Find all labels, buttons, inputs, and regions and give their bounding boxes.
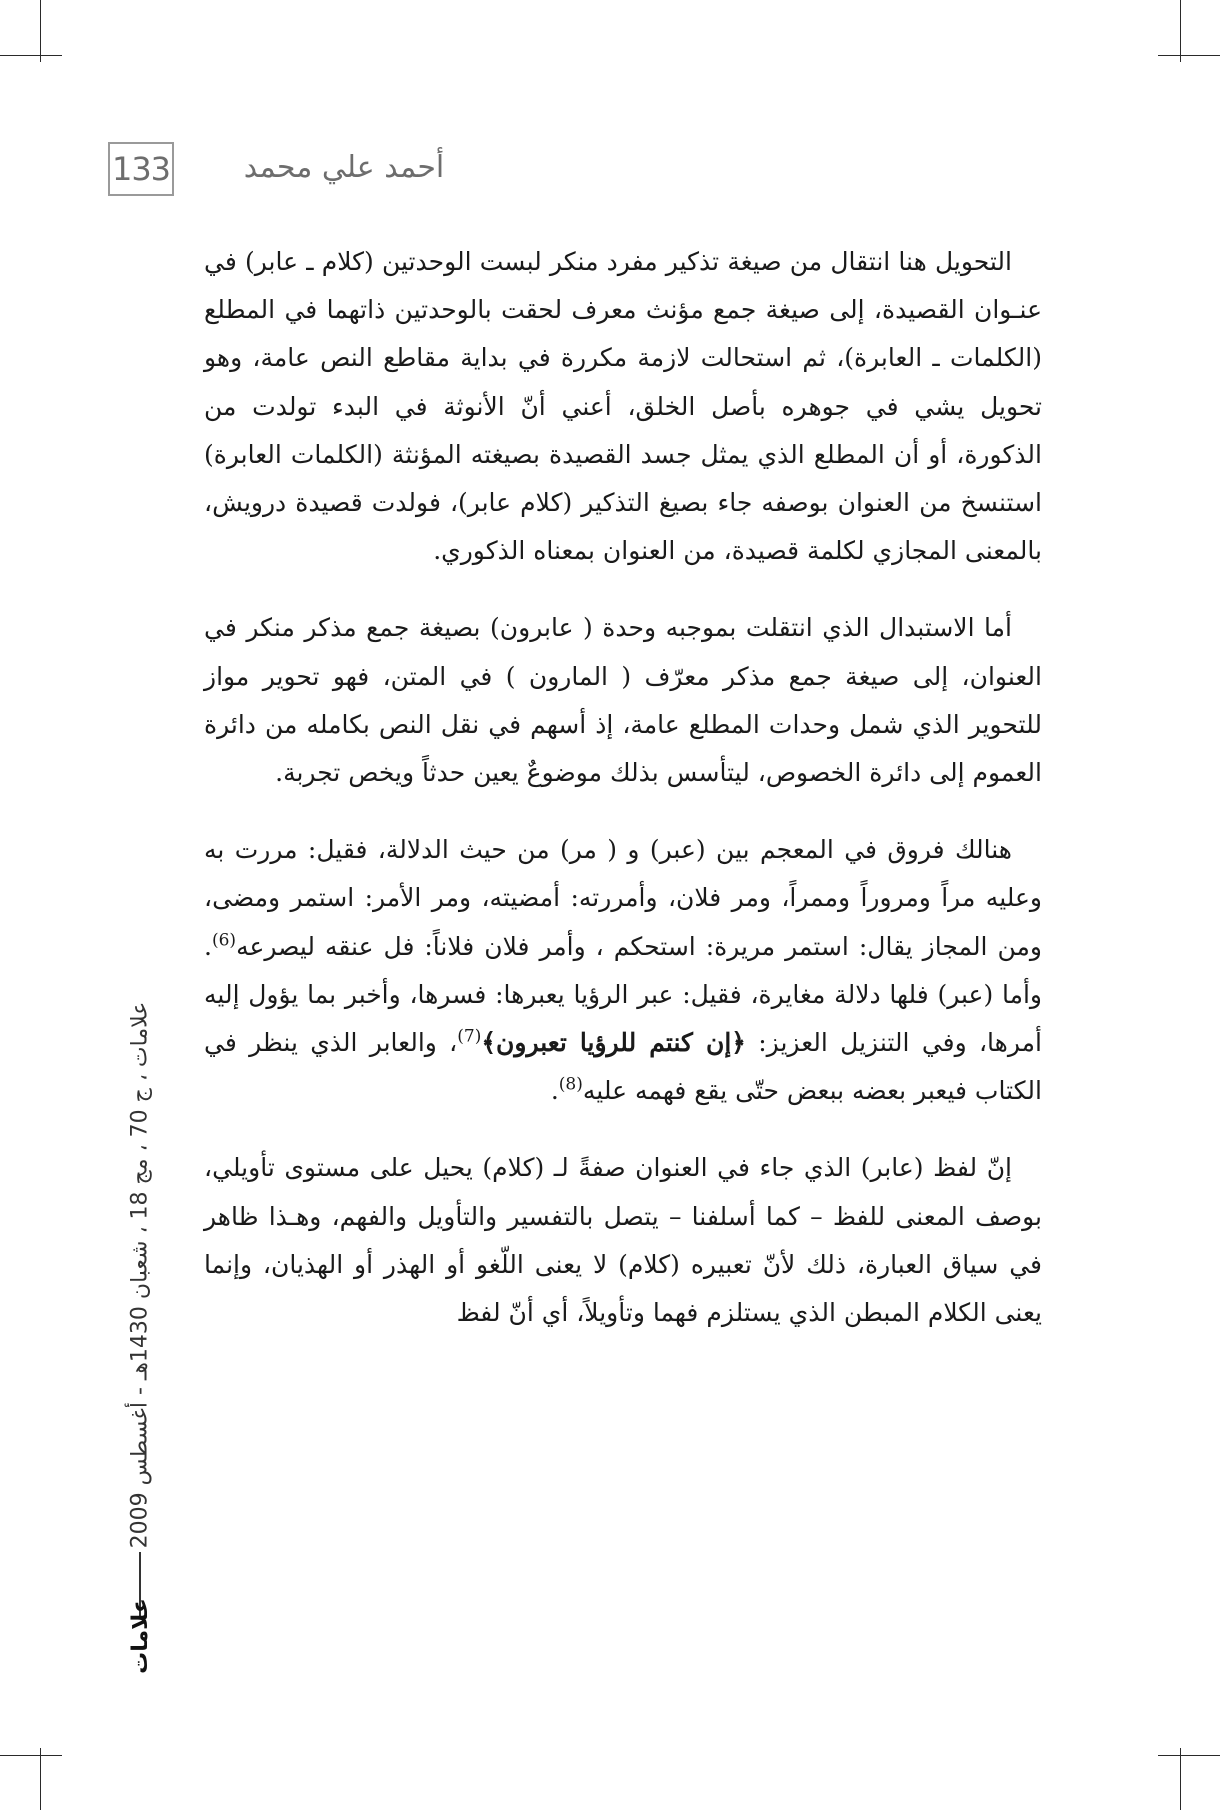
paragraph-text: ، والعابر الذي ينظر في الكتاب فيعبر بعضه ببعض حتّى يقع فهمه عليه xyxy=(204,1028,1042,1106)
quran-quote: ﴿إن كنتم للرؤيا تعبرون﴾ xyxy=(481,1028,746,1058)
paragraph xyxy=(204,826,1042,1115)
paragraph: إنّ لفظ (عابر) الذي جاء في العنوان صفةً لـ (كلام) يحيل على مستوى تأويلي، بوصف المعنى للفظ – كما أسلفنا – يتصل بالتفسير والتأويل والفهم، وهـذا ظاهر في سياق العبارة، ذلك لأنّ تعبيره (كلام) لا يعنى اللّغو أو الهذر أو الهذيان، وإنما يعنى الكلام المبطن الذي يستلزم فهما وتأويلاً، أي أنّ لفظ xyxy=(204,1153,1042,1328)
article-body xyxy=(204,238,1042,1366)
paragraph: أما الاستبدال الذي انتقلت بموجبه وحدة ( عابرون) بصيغة جمع مذكر منكر في العنوان، إلى صيغة جمع مذكر معرّف ( المارون ) في المتن، فهو تحوير مواز للتحوير الذي شمل وحدات المطلع عامة، إذ أسهم في نقل النص بكامله من دائرة العموم إلى دائرة الخصوص، ليتأسس بذلك موضوعٌ يعين حدثاً ويخص تجربة. xyxy=(204,613,1042,788)
paragraph-text: هنالك فروق في المعجم بين (عبر) و ( مر) من حيث الدلالة، فقيل: مررت به وعليه مراً ومروراً وممراً، ومر فلان، وأمررته: أمضيته، ومر الأمر: استمر ومضى، ومن المجاز يقال: استمر مريرة: استحكم ، وأمر فلان فلاناً: فل عنقه ليصرعه xyxy=(204,835,1042,961)
journal-side-info xyxy=(120,960,160,1590)
crop-mark xyxy=(1180,0,1181,62)
page-number: 133 xyxy=(108,142,174,196)
footnote-ref: (6) xyxy=(211,930,237,951)
crop-mark xyxy=(1180,1748,1181,1810)
paragraph-text: . xyxy=(550,1076,559,1106)
journal-issue-text: علامات ، ج 70 ، مج 18 ، شعبان 1430هـ - أغسطس 2009 xyxy=(127,1001,153,1549)
crop-mark xyxy=(1158,55,1220,56)
crop-mark xyxy=(0,1755,62,1756)
crop-mark xyxy=(0,55,62,56)
journal-logo: علامات xyxy=(127,1598,153,1674)
footnote-ref: (8) xyxy=(558,1074,583,1095)
paragraph-text: . وأما (عبر) فلها دلالة مغايرة، فقيل: عبر الرؤيا يعبرها: فسرها، وأخبر بما يؤول إليه أمرها، وفي التنزيل العزيز: xyxy=(204,931,1042,1058)
footnote-ref: (7) xyxy=(457,1026,482,1047)
crop-mark xyxy=(40,0,41,62)
crop-mark xyxy=(40,1748,41,1810)
running-head-author: أحمد علي محمد xyxy=(243,150,445,185)
crop-mark xyxy=(1158,1755,1220,1756)
paragraph: التحويل هنا انتقال من صيغة تذكير مفرد منكر لبست الوحدتين (كلام ـ عابر) في عنـوان القصيدة، إلى صيغة جمع مؤنث معرف لحقت بالوحدتين ذاتهما في المطلع (الكلمات ـ العابرة)، ثم استحالت لازمة مكررة في بداية مقاطع النص عامة، وهو تحويل يشي في جوهره بأصل الخلق، أعني أنّ الأنوثة في البدء تولدت من الذكورة، أو أن المطلع الذي يمثل جسد القصيدة بصيغته المؤنثة (الكلمات العابرة) استنسخ من العنوان بوصفه جاء بصيغ التذكير (كلام عابر)، فولدت قصيدة درويش، بالمعنى المجازي لكلمة قصيدة، من العنوان بمعناه الذكوري. xyxy=(204,247,1043,566)
